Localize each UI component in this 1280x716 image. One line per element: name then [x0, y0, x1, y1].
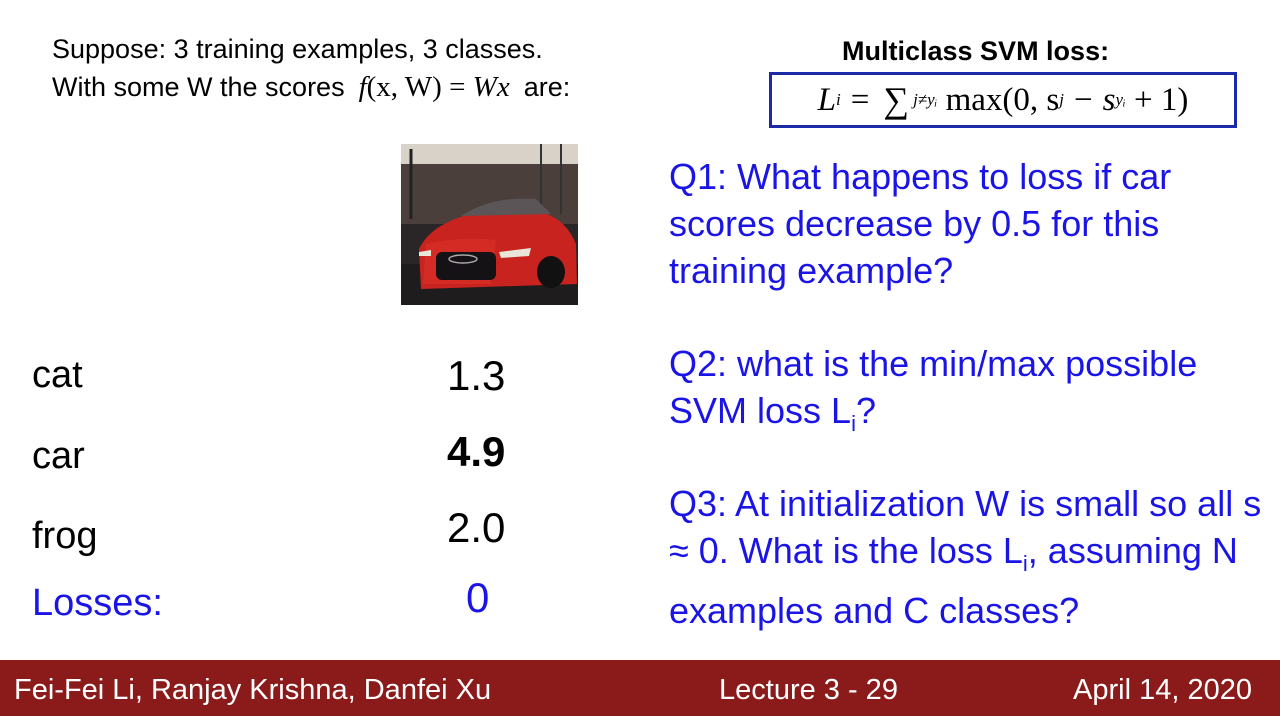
score-frog: 2.0 — [447, 504, 506, 551]
question-1: Q1: What happens to loss if car scores decrease by 0.5 for this training example? — [669, 156, 1172, 291]
intro-line-2: With some W the scores f(x, W) = Wx are: — [52, 71, 571, 103]
footer-bar — [0, 660, 1280, 716]
score-car: 4.9 — [447, 428, 506, 475]
score-formula: f(x, W) = Wx — [358, 71, 510, 103]
svm-loss-formula: L i = ∑ j≠yᵢ max(0, s j − s yᵢ + 1) — [769, 72, 1237, 128]
class-label-cat: cat — [32, 354, 83, 396]
score-cat: 1.3 — [447, 352, 506, 399]
question-3: Q3: At initialization W is small so all s ≈ 0. What is the loss $L_i$, assuming N examples and C classes? — [669, 483, 1262, 632]
svm-loss-title: Multiclass SVM loss: — [842, 36, 1110, 66]
losses-label: Losses: — [32, 582, 163, 624]
car-image — [401, 144, 578, 305]
intro-text — [52, 30, 570, 106]
class-label-frog: frog — [32, 515, 98, 557]
losses-value: 0 — [466, 574, 490, 621]
footer-lecture: Lecture 3 - 29 — [719, 674, 898, 706]
question-2: Q2: what is the min/max possible SVM loss $L_i$? — [669, 343, 1198, 437]
class-label-car: car — [32, 435, 85, 477]
footer-authors: Fei-Fei Li, Ranjay Krishna, Danfei Xu — [14, 674, 492, 706]
intro-line-1: Suppose: 3 training examples, 3 classes. — [52, 34, 543, 64]
footer-date: April 14, 2020 — [1073, 674, 1252, 706]
